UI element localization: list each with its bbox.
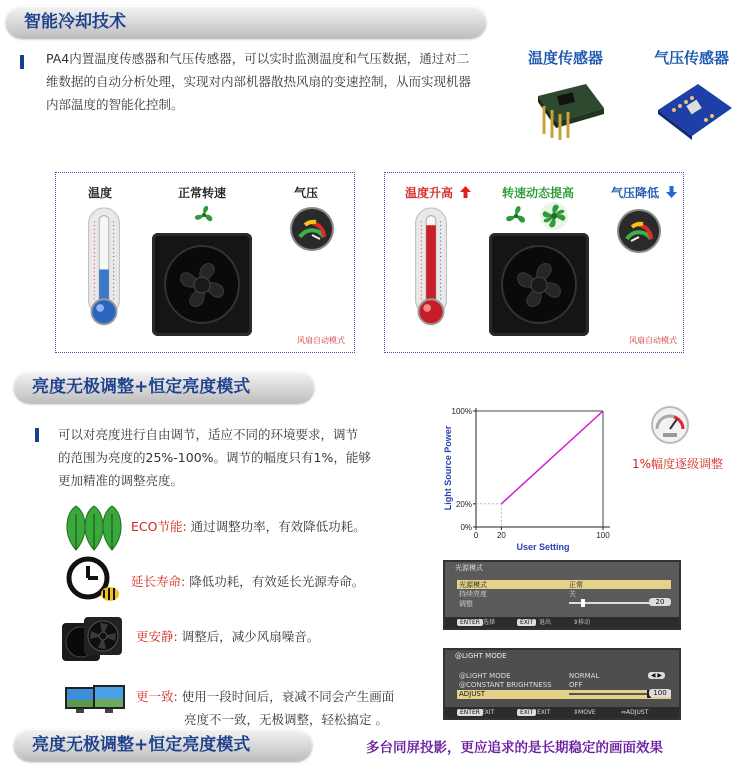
panel-heated-state [384, 172, 684, 353]
panel-pressure-label: 气压 [294, 186, 319, 200]
pressure-sensor-board-icon [654, 80, 736, 140]
panel-fan-label: 正常转速 [178, 186, 227, 200]
feature-title: 更安静: [136, 629, 178, 644]
feature-text: 通过调整功率，有效降低功耗。 [190, 519, 366, 534]
feature-text-2: 亮度不一致，无极调整，轻松搞定 。 [184, 712, 388, 727]
fan-blade-icon [192, 203, 216, 227]
feature-consistent [136, 685, 394, 731]
y-tick-label: 0% [460, 523, 472, 532]
osd-slider-thumb[interactable] [581, 599, 585, 607]
osd-row-label: 持续亮度 [459, 590, 487, 598]
brightness-power-chart [438, 396, 618, 556]
osd-row-value: OFF [569, 681, 583, 689]
fan-spinning-icon [539, 201, 569, 231]
feature-eco [131, 517, 366, 535]
para-line: 可以对亮度进行自由调节，适应不同的环境要求，调节 [58, 427, 359, 442]
fan-auto-mode-label: 风扇自动模式 [297, 336, 345, 345]
section-title: 智能冷却技术 [24, 12, 126, 32]
clock-icon [64, 556, 126, 608]
pressure-gauge-icon [292, 209, 332, 249]
osd-exit-key[interactable]: EXIT [517, 619, 536, 626]
osd-row[interactable] [457, 681, 671, 690]
osd-enter-text: EXIT [481, 709, 495, 716]
fans-icon [60, 615, 124, 663]
cooling-fan [152, 233, 252, 336]
osd-adjust-label: ADJUST [626, 709, 649, 716]
osd-enter-text: 选择 [483, 619, 496, 626]
feature-lifespan [131, 572, 364, 590]
arrow-up-icon [460, 186, 471, 198]
osd-move-label: 移动 [578, 619, 591, 626]
osd-row-label: ADJUST [459, 690, 486, 698]
feature-title: 更一致: [136, 689, 178, 704]
osd-slider[interactable] [569, 693, 649, 695]
osd-title: 光源模式 [455, 564, 483, 572]
section-header-brightness-2 [14, 729, 312, 761]
osd-move-text: ⇕MOVE [573, 709, 596, 716]
bullet-marker [20, 55, 24, 69]
osd-row[interactable] [457, 690, 671, 699]
y-tick-label: 20% [455, 499, 472, 509]
y-tick-label: 100% [451, 407, 472, 416]
osd-row[interactable] [457, 589, 671, 598]
osd-menu-en [443, 648, 681, 720]
pressure-down-text: 气压降低 [611, 186, 660, 200]
osd-row[interactable] [457, 580, 671, 589]
osd-title: @LIGHT MODE [455, 652, 507, 660]
fan-blades-icon [509, 255, 569, 315]
osd-row[interactable] [457, 599, 671, 608]
x-tick-label: 100 [596, 531, 610, 540]
section-title: 亮度无极调整+恒定亮度模式 [32, 377, 251, 397]
pressure-sensor-label: 气压传感器 [654, 49, 730, 67]
cooling-fan [489, 233, 589, 336]
panel-temp-label: 温度 [88, 186, 113, 200]
osd-exit-text: EXIT [537, 709, 551, 716]
osd-row[interactable] [457, 672, 671, 681]
x-axis-title: User Setting [516, 542, 570, 552]
para-line: 维数据的自动分析处理，实现对内部机器散热风扇的变速控制，从而实现机器 [46, 74, 472, 89]
brightness-dial-icon [650, 405, 690, 445]
para-line: 内部温度的智能化控制。 [46, 97, 184, 112]
osd-adjust-text: ⇔ADJUST [621, 709, 649, 716]
thermometer-hot-icon [409, 206, 453, 331]
thermometer-normal-icon [82, 206, 126, 331]
fan-blades-icon [172, 255, 232, 315]
cooling-description [46, 47, 506, 116]
y-axis-title: Light Source Power [443, 425, 453, 511]
feature-text: 使用一段时间后，衰减不同会产生画面 [181, 689, 395, 704]
temp-up-text: 温度升高 [405, 186, 454, 200]
osd-move-label: MOVE [578, 709, 596, 716]
osd-arrows-icon[interactable]: ◀ ▶ [648, 672, 665, 679]
panel-normal-state [55, 172, 355, 353]
osd-enter-key[interactable]: ENTER [457, 619, 483, 626]
section-title: 亮度无极调整+恒定亮度模式 [32, 735, 251, 755]
feature-text: 调整后，减少风扇噪音。 [181, 629, 320, 644]
feature-title: ECO节能: [131, 519, 187, 534]
osd-row-label: @LIGHT MODE [459, 672, 511, 680]
feature-quiet [136, 627, 319, 645]
brightness-description [58, 423, 388, 492]
x-tick-label: 0 [473, 531, 479, 540]
osd-row-label: @CONSTANT BRIGHTNESS [459, 681, 552, 689]
fan-blade-icon [503, 203, 529, 229]
osd-enter-key[interactable]: ENTER [457, 709, 483, 716]
osd-row-value: NORMAL [569, 672, 600, 680]
section-header-cooling [6, 6, 486, 38]
osd-row-value: 正常 [569, 581, 583, 589]
osd-exit-key[interactable]: EXIT [517, 709, 536, 716]
leaves-icon [62, 504, 126, 552]
para-line: PA4内置温度传感器和气压传感器，可以实时监测温度和气压数据，通过对二 [46, 51, 470, 66]
panel-temp-up-label [405, 184, 471, 201]
osd-row-value: 关 [569, 590, 576, 598]
osd-exit-text: 退出 [539, 619, 552, 626]
tagline: 多台同屏投影，更应追求的是长期稳定的画面效果 [366, 740, 663, 756]
para-line: 更加精准的调整亮度。 [58, 473, 184, 488]
temp-sensor-chip-icon [530, 78, 610, 142]
feature-title: 延长寿命: [131, 574, 186, 589]
x-tick-label: 20 [496, 531, 506, 540]
osd-menu-cn [443, 560, 681, 630]
para-line: 的范围为亮度的25%-100%。调节的幅度只有1%，能够 [58, 450, 371, 465]
arrow-down-icon [666, 186, 677, 198]
fan-auto-mode-label: 风扇自动模式 [629, 336, 677, 345]
osd-row-value: 20 [649, 598, 671, 606]
panel-pressure-down-label [611, 184, 677, 201]
feature-text: 降低功耗，有效延长光源寿命。 [189, 574, 365, 589]
step-adjust-label: 1%幅度逐级调整 [632, 457, 724, 471]
osd-move-text: ⇕移动 [573, 619, 591, 626]
series-line [501, 411, 603, 504]
osd-row-label: 光源模式 [459, 581, 487, 589]
section-header-brightness [14, 371, 314, 403]
osd-row-label: 调整 [459, 600, 473, 608]
monitors-icon [64, 683, 126, 715]
panel-fan-up-label: 转速动态提高 [502, 186, 575, 200]
temp-sensor-label: 温度传感器 [528, 49, 604, 67]
osd-row-value: 100 [649, 689, 671, 697]
pressure-gauge-icon [619, 211, 659, 251]
bullet-marker [35, 428, 39, 442]
